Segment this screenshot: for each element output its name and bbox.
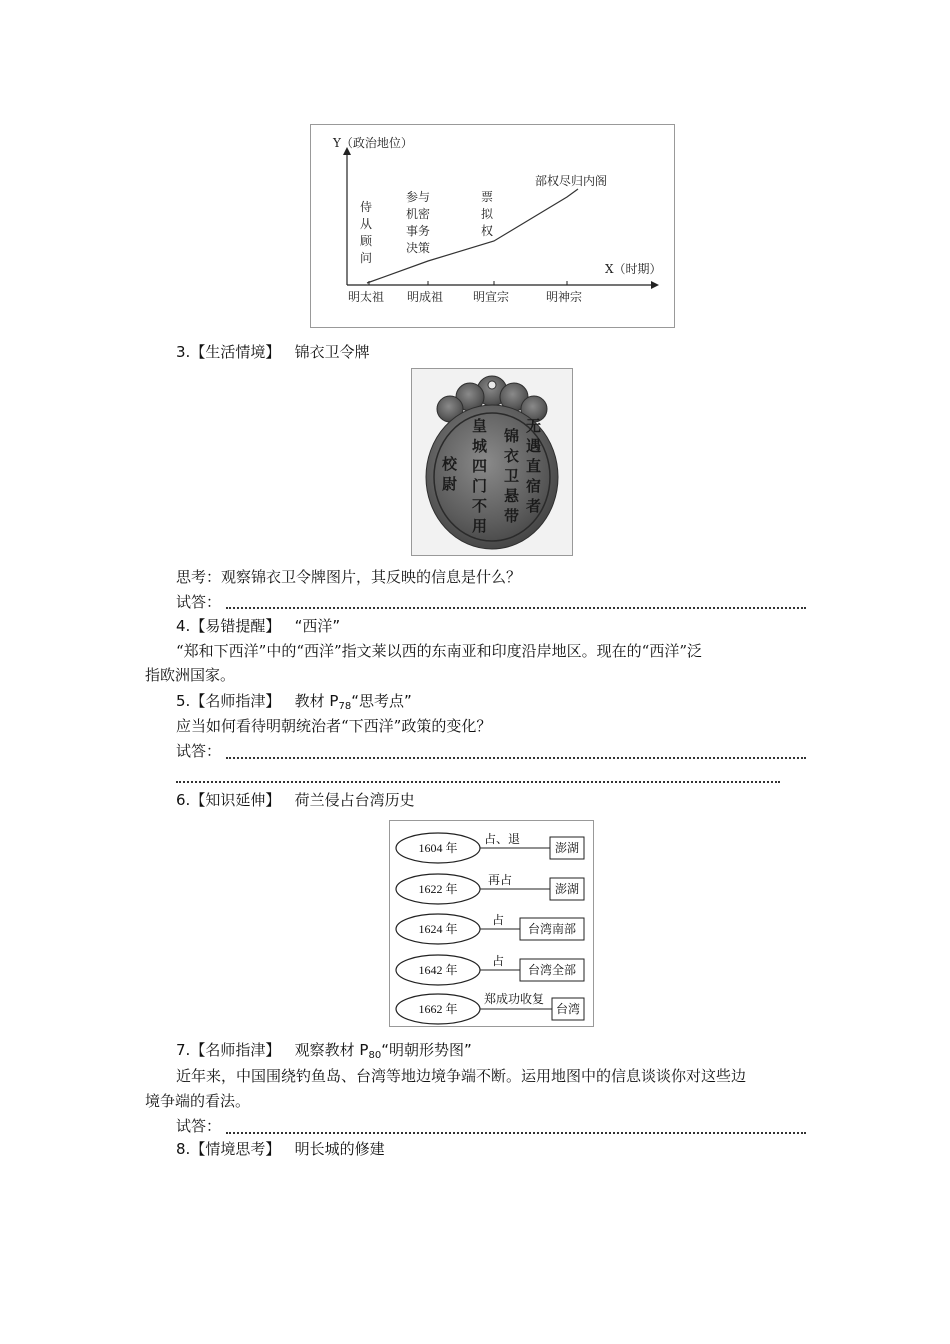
- stage-label: 从: [360, 217, 373, 231]
- token-char: 悬: [504, 487, 520, 505]
- timeline-svg: [390, 821, 593, 1026]
- timeline-action: 占: [491, 954, 505, 968]
- timeline-place: 台湾: [555, 1002, 581, 1016]
- token-char: 锦: [504, 427, 520, 445]
- section-number: 5.: [176, 692, 191, 710]
- token-char: 门: [472, 477, 488, 495]
- section-4-text: 指欧洲国家。: [145, 666, 236, 684]
- status-line: [367, 189, 578, 283]
- stage-label: 机密: [406, 207, 431, 221]
- section-6-heading: [176, 790, 415, 810]
- section-title: 荷兰侵占台湾历史: [294, 791, 415, 809]
- timeline-row: [396, 912, 584, 944]
- token-char: 四: [472, 457, 488, 475]
- answer-label: 试答：: [176, 742, 222, 760]
- answer-line[interactable]: [226, 1132, 806, 1134]
- token-char: 城: [472, 437, 488, 455]
- timeline-row: [396, 831, 584, 863]
- timeline-place: 澎湖: [554, 841, 580, 855]
- timeline-place: 台湾全部: [527, 963, 577, 977]
- timeline-year: 1642 年: [418, 963, 458, 977]
- stage-label: 顾: [360, 234, 373, 248]
- timeline-year: 1624 年: [418, 922, 458, 936]
- period-label: 明宣宗: [473, 290, 510, 304]
- stage-label: 票: [481, 190, 494, 204]
- question-3: 思考：观察锦衣卫令牌图片，其反映的信息是什么？: [176, 568, 522, 586]
- section-title: 教材 P: [294, 692, 339, 710]
- token-char: 者: [526, 497, 542, 515]
- dutch-occupation-timeline: [389, 820, 594, 1027]
- answer-line[interactable]: [176, 781, 780, 783]
- stage-label: 参与: [406, 190, 431, 204]
- timeline-action: 再占: [487, 873, 513, 887]
- timeline-row: [396, 991, 584, 1024]
- x-axis-label: X（时期）: [605, 262, 662, 276]
- token-char: 不: [472, 497, 488, 515]
- section-tag: 【生活情境】: [190, 343, 281, 361]
- timeline-year: 1622 年: [418, 882, 458, 896]
- section-tag: 【知识延伸】: [190, 791, 281, 809]
- section-title: 明长城的修建: [294, 1140, 385, 1158]
- stage-label: 部权尽归内阁: [535, 174, 608, 188]
- timeline-action: 占、退: [483, 832, 521, 846]
- graph-svg: [311, 125, 674, 327]
- stage-label: 决策: [406, 241, 431, 255]
- token-char: 用: [472, 517, 488, 535]
- answer-line[interactable]: [226, 607, 806, 609]
- token-char: 遇: [526, 437, 542, 455]
- page-subscript: 78: [338, 701, 352, 712]
- stage-label: 侍: [360, 200, 373, 214]
- section-7-text: 近年来，中国围绕钓鱼岛、台湾等地边境争端不断。运用地图中的信息谈谈你对这些边: [176, 1067, 747, 1085]
- timeline-action: 郑成功收复: [483, 992, 545, 1006]
- section-tag: 【情境思考】: [190, 1140, 281, 1158]
- section-tag: 【易错提醒】: [190, 617, 281, 635]
- section-number: 3.: [176, 343, 191, 361]
- timeline-year: 1662 年: [418, 1002, 458, 1016]
- answer-label: 试答：: [176, 1117, 222, 1135]
- answer-label: 试答：: [176, 593, 222, 611]
- section-7-text: 境争端的看法。: [145, 1092, 251, 1110]
- stage-label: 事务: [406, 224, 431, 238]
- cabinet-status-graph: [310, 124, 675, 328]
- timeline-year: 1604 年: [418, 841, 458, 855]
- token-char: 带: [504, 507, 520, 525]
- token-char: 尉: [442, 475, 458, 493]
- timeline-row: [396, 872, 584, 904]
- section-title: “西洋”: [294, 617, 341, 635]
- y-axis-label: Y（政治地位）: [333, 136, 413, 150]
- page-subscript: 80: [368, 1050, 382, 1061]
- timeline-action: 占: [491, 913, 505, 927]
- section-3-heading: [176, 342, 370, 362]
- token-char: 宿: [526, 477, 542, 495]
- period-label: 明成祖: [407, 290, 444, 304]
- token-svg: [412, 369, 572, 555]
- section-title: 锦衣卫令牌: [294, 343, 370, 361]
- section-number: 8.: [176, 1140, 191, 1158]
- section-5-text: 应当如何看待明朝统治者“下西洋”政策的变化？: [176, 717, 492, 735]
- stage-label: 拟: [481, 207, 494, 221]
- stage-label: 问: [360, 251, 373, 265]
- token-char: 校: [442, 455, 458, 473]
- section-7-heading: [176, 1040, 472, 1066]
- stage-label: 权: [481, 224, 494, 238]
- section-title: “思考点”: [351, 692, 412, 710]
- token-char: 卫: [504, 467, 520, 485]
- timeline-place: 台湾南部: [527, 922, 577, 936]
- section-4-text: “郑和下西洋”中的“西洋”指文莱以西的东南亚和印度沿岸地区。现在的“西洋”泛: [176, 642, 703, 660]
- token-char: 无: [526, 417, 542, 435]
- answer-line[interactable]: [226, 757, 806, 759]
- token-char: 皇: [472, 417, 488, 435]
- section-number: 4.: [176, 617, 191, 635]
- timeline-place: 澎湖: [554, 882, 580, 896]
- timeline-row: [396, 953, 584, 985]
- section-title: “明朝形势图”: [381, 1041, 472, 1059]
- section-8-heading: [176, 1139, 385, 1159]
- jinyiwei-token-image: [411, 368, 573, 556]
- x-axis-arrow: [651, 281, 659, 289]
- section-tag: 【名师指津】: [190, 692, 281, 710]
- section-number: 7.: [176, 1041, 191, 1059]
- token-char: 衣: [504, 447, 520, 465]
- section-5-heading: [176, 691, 412, 717]
- section-title: 观察教材 P: [294, 1041, 369, 1059]
- period-label: 明太祖: [348, 290, 385, 304]
- token-char: 直: [526, 457, 542, 475]
- section-tag: 【名师指津】: [190, 1041, 281, 1059]
- period-label: 明神宗: [546, 290, 583, 304]
- section-4-heading: [176, 616, 340, 636]
- section-number: 6.: [176, 791, 191, 809]
